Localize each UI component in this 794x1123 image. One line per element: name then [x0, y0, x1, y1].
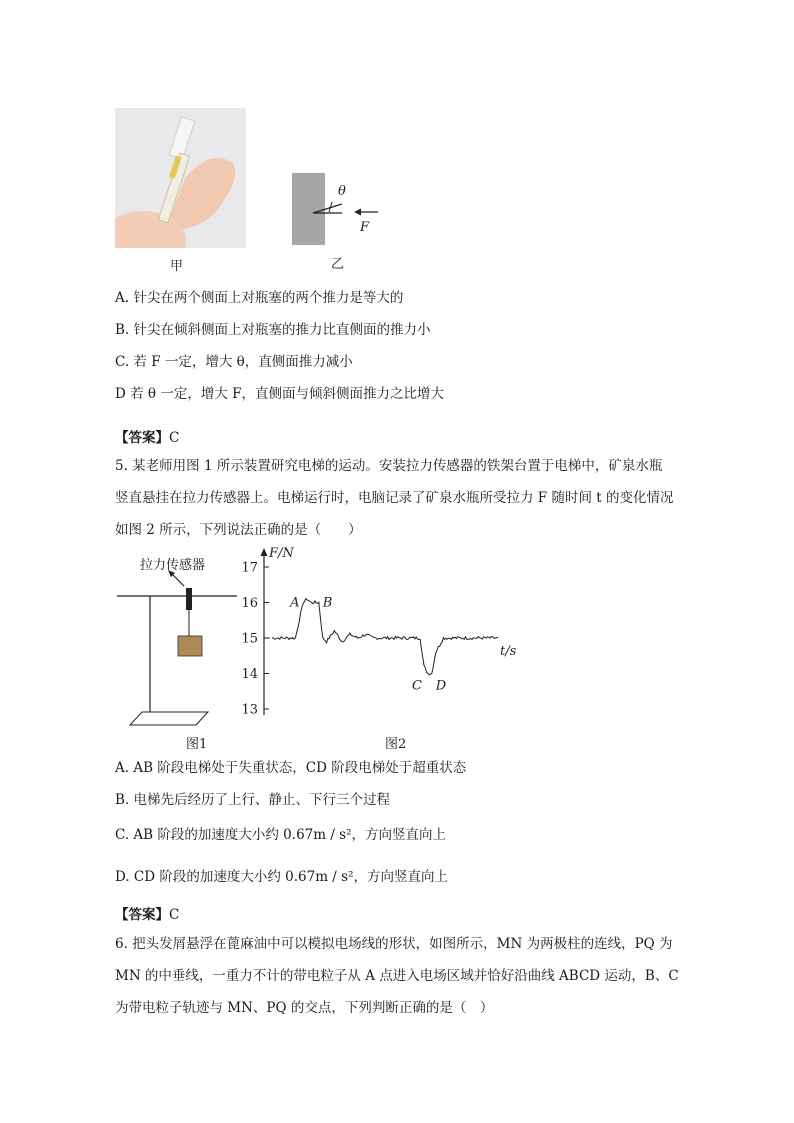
force-series-line [272, 599, 498, 675]
q5-stem-line-3: 如图 2 所示，下列说法正确的是（ ） [115, 522, 362, 538]
q4-option-d: D 若 θ 一定，增大 F，直侧面与倾斜侧面推力之比增大 [115, 386, 444, 402]
chart-svg [236, 545, 536, 725]
sensor-label: 拉力传感器 [140, 558, 206, 573]
q5-answer-value: C [169, 907, 180, 923]
figure-1-svg [112, 552, 242, 732]
q4-answer [115, 426, 179, 446]
q5-option-d: D. CD 阶段的加速度大小约 0.67m / s²，方向竖直向上 [115, 869, 448, 885]
tension-sensor [186, 588, 192, 610]
y-tick-label: 16 [241, 596, 258, 611]
figure-2-caption: 图2 [385, 737, 407, 752]
q5-option-a: A. AB 阶段电梯处于失重状态，CD 阶段电梯处于超重状态 [115, 760, 467, 776]
x-axis-label: t/s [500, 644, 517, 659]
y-tick-label: 13 [241, 702, 258, 718]
theta-label: θ [338, 184, 346, 199]
y-tick-label: 17 [241, 560, 258, 576]
point-label-a: A [290, 595, 300, 611]
q6-stem-line-2: MN 的中垂线，一重力不计的带电粒子从 A 点进入电场区域并恰好沿曲线 ABCD 运动，B、C [115, 968, 679, 984]
diagram-caption: 乙 [331, 257, 345, 272]
q4-answer-value: C [169, 430, 180, 446]
syringe-photo-drawing [115, 108, 246, 248]
point-label-c: C [411, 678, 422, 694]
q4-option-c: C. 若 F 一定，增大 θ，直侧面推力减小 [115, 354, 353, 370]
stand-base [130, 712, 208, 725]
point-label-d: D [435, 678, 447, 694]
q5-stem-line-1: 5. 某老师用图 1 所示装置研究电梯的运动。安装拉力传感器的铁架台置于电梯中，矿泉水瓶 [115, 458, 663, 474]
y-tick-label: 15 [241, 631, 258, 647]
y-axis-label: F/N [269, 546, 294, 561]
q5-stem-line-2: 竖直悬挂在拉力传感器上。电梯运行时，电脑记录了矿泉水瓶所受拉力 F 随时间 t 的变化情况 [115, 490, 674, 506]
q4-option-b: B. 针尖在倾斜侧面上对瓶塞的推力比直侧面的推力小 [115, 322, 431, 338]
figure-1-apparatus [112, 552, 242, 732]
needle-diagram-svg [290, 170, 390, 250]
q5-option-c: C. AB 阶段的加速度大小约 0.67m / s²，方向竖直向上 [115, 827, 447, 843]
q6-stem-line-3: 为带电粒子轨迹与 MN、PQ 的交点，下列判断正确的是（ ） [115, 1000, 494, 1016]
q5-answer [115, 903, 179, 923]
q4-answer-label: 【答案】 [115, 430, 169, 446]
photo-caption: 甲 [170, 259, 184, 274]
q4-option-a: A. 针尖在两个侧面上对瓶塞的两个推力是等大的 [115, 290, 404, 306]
figure-1-caption: 图1 [186, 737, 208, 752]
water-bottle [178, 636, 202, 656]
q5-answer-label: 【答案】 [115, 907, 169, 923]
figure-2-chart [236, 545, 536, 725]
y-tick-label: 14 [241, 667, 258, 682]
point-label-b: B [322, 595, 333, 611]
q6-stem-line-1: 6. 把头发屑悬浮在蓖麻油中可以模拟电场线的形状，如图所示，MN 为两极柱的连线，PQ 为 [115, 936, 673, 952]
syringe-photo [115, 108, 246, 248]
bottle-stopper-wall [292, 173, 325, 245]
q5-option-b: B. 电梯先后经历了上行、静止、下行三个过程 [115, 792, 391, 808]
force-arrow-head [354, 209, 361, 216]
needle-diagram [290, 170, 390, 250]
force-label: F [360, 220, 370, 235]
y-axis-arrow [261, 548, 268, 556]
